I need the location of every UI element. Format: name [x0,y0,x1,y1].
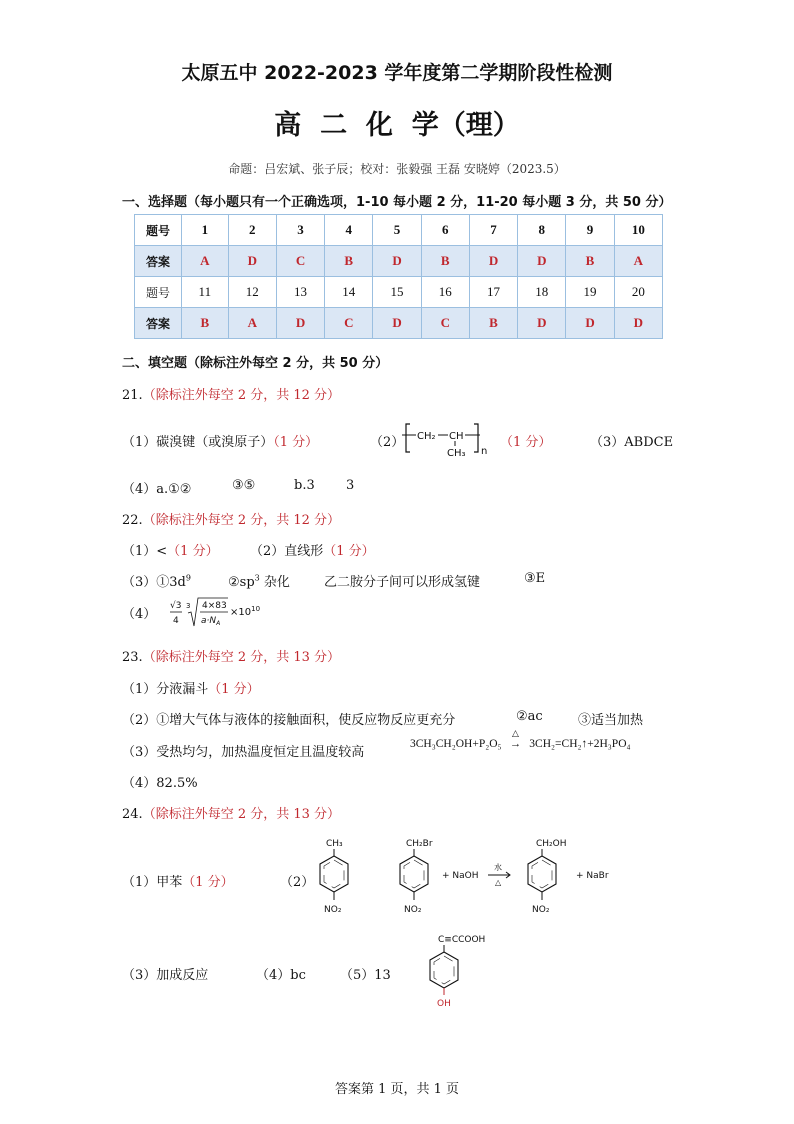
q24-reaction-scheme [310,836,630,920]
q22-p2-score: （1 分） [323,544,375,559]
q21-p2-score: （1 分） [500,435,552,450]
question-number: 7 [469,215,517,246]
formula-numerator: 4×83 [202,601,227,611]
q22-p2 [250,540,375,559]
question-number: 14 [325,277,373,308]
answer-top-group: C≡CCOOH [438,935,486,945]
q21-p1-score: （1 分） [273,435,319,450]
q21-p4d: 3 [346,478,355,493]
formula-exp-sup: 10 [251,605,261,613]
arrow-icon: → [509,738,522,750]
plus-naoh: + NaOH [442,871,479,881]
answer-cell: B [182,308,229,339]
table-row [135,215,663,246]
q23-equation [410,728,631,750]
condition-water: 水 [494,863,502,872]
q22-p1 [122,540,219,559]
question-number: 13 [276,277,324,308]
subject-title: 高 二 化 学（理） [274,110,520,141]
q23-note: （除标注外每空 2 分，共 13 分） [142,650,341,665]
question-number: 11 [182,277,229,308]
q24-p1 [122,871,234,890]
answer-cell: C [421,308,469,339]
polymer-structure [402,420,502,464]
q22-p3a-sup: 9 [185,573,191,583]
q21-header [122,384,340,403]
question-number: 12 [228,277,276,308]
q21-p4a: （4）a.①② [122,482,192,497]
answer-cell: B [325,246,373,277]
mol2-no2: NO₂ [404,905,422,915]
question-number: 16 [421,277,469,308]
q22-header [122,509,340,528]
section1-heading: 一、选择题（每小题只有一个正确选项，1-10 每小题 2 分，11-20 每小题 3 分，共 50 分） [122,195,672,210]
table-row [135,277,663,308]
q21-p1 [122,431,318,450]
mol3-no2: NO₂ [532,905,550,915]
question-label: 题号 [135,215,182,246]
q21-p4b: ③⑤ [232,478,256,493]
q23-p2b: ②ac [516,709,543,724]
q22-p3c: 乙二胺分子间可以形成氢键 [324,575,481,590]
q22-p4-formula [168,596,278,630]
formula-exp-base: ×10 [230,607,252,618]
formula-four: 4 [173,616,179,626]
table-row [135,308,663,339]
answer-cell: B [421,246,469,277]
mol2-ch2br: CH₂Br [406,839,433,849]
q24-note: （除标注外每空 2 分，共 13 分） [142,807,341,822]
mol1-ch3: CH₃ [326,839,343,849]
q23-p1-score: （1 分） [208,682,260,697]
polymer-ch3: CH₃ [447,448,466,459]
question-number: 1 [182,215,229,246]
question-number: 18 [518,277,566,308]
q21-p1-text: （1）碳溴键（或溴原子） [122,435,274,450]
q24-answer-structure [420,930,510,1010]
equation-condition: △ [511,728,519,738]
q22-p3b-text: ②sp [228,575,255,590]
page-footer: 答案第 1 页，共 1 页 [334,1082,460,1097]
answer-cell: D [614,308,662,339]
formula-denominator [201,616,220,627]
question-number: 20 [614,277,662,308]
condition-heat: △ [495,878,502,887]
q21-p2-label: （2） [370,435,405,450]
equation-arrow [504,728,526,750]
q22-p3a-text: （3）①3d [122,575,186,590]
answer-cell: D [518,246,566,277]
table-row [135,246,663,277]
q22-p2-text: （2）直线形 [250,544,324,559]
question-number: 9 [566,215,614,246]
q24-number: 24. [122,807,143,822]
q23-header [122,646,340,665]
answer-label: 答案 [135,308,182,339]
answer-oh: OH [437,999,451,1009]
q24-header [122,803,340,822]
question-number: 3 [276,215,324,246]
answer-cell: D [518,308,566,339]
formula-den-main: a·N [201,616,217,626]
mol3-ch2oh: CH₂OH [536,839,567,849]
equation-right: 3CH₂=CH₂↑+2H₃PO₄ [529,738,631,750]
q24-p4: （4）bc [256,968,306,983]
polymer-n: n [481,446,488,457]
question-number: 4 [325,215,373,246]
q23-p2a: （2）①增大气体与液体的接触面积，使反应物反应更充分 [122,713,456,728]
answer-cell: A [182,246,229,277]
answer-cell: D [469,246,517,277]
question-number: 17 [469,277,517,308]
q21-note: （除标注外每空 2 分，共 12 分） [142,388,341,403]
authors-line: 命题：吕宏斌、张子辰；校对：张毅强 王磊 安晓婷（2023.5） [228,162,566,176]
q24-p2-label: （2） [280,875,315,890]
formula-sqrt3: √3 [170,601,182,611]
q22-p3b-text2: 杂化 [259,575,290,590]
answer-table [134,214,663,339]
question-number: 15 [373,277,421,308]
answer-cell: C [325,308,373,339]
question-number: 5 [373,215,421,246]
formula-root-index: 3 [186,602,191,610]
q22-p3d: ③E [524,571,546,586]
formula-den-sub: A [216,620,221,627]
question-label: 题号 [135,277,182,308]
question-number: 6 [421,215,469,246]
answer-label: 答案 [135,246,182,277]
answer-cell: D [566,308,614,339]
answer-cell: D [276,308,324,339]
q23-p3a: （3）受热均匀，加热温度恒定且温度较高 [122,745,365,760]
q23-number: 23. [122,650,143,665]
polymer-ch: CH [449,431,464,442]
mol1-no2: NO₂ [324,905,342,915]
answer-cell: B [469,308,517,339]
question-number: 19 [566,277,614,308]
q24-p3: （3）加成反应 [122,968,209,983]
q22-p4-label: （4） [122,607,157,622]
question-number: 2 [228,215,276,246]
answer-cell: D [373,308,421,339]
answer-cell: A [614,246,662,277]
polymer-ch2: CH₂ [417,431,436,442]
q24-p1-score: （1 分） [182,875,234,890]
answer-cell: A [228,308,276,339]
q24-p1-text: （1）甲苯 [122,875,183,890]
question-number: 10 [614,215,662,246]
q21-number: 21. [122,388,143,403]
q21-p4c: b.3 [294,478,315,493]
answer-cell: D [373,246,421,277]
q22-number: 22. [122,513,143,528]
q23-p1-text: （1）分液漏斗 [122,682,209,697]
q22-note: （除标注外每空 2 分，共 12 分） [142,513,341,528]
section2-heading: 二、填空题（除标注外每空 2 分，共 50 分） [122,356,389,371]
q22-p1-text: （1）< [122,544,168,559]
q22-p3b-sup: 3 [254,573,260,583]
q23-p4: （4）82.5% [122,776,198,791]
plus-nabr: + NaBr [576,871,609,881]
q24-p5: （5）13 [340,968,391,983]
school-title: 太原五中 2022-2023 学年度第二学期阶段性检测 [181,62,613,84]
equation-left: 3CH₃CH₂OH+P₂O₅ [410,738,502,750]
q23-p1 [122,678,260,697]
q22-p3a [122,571,191,590]
q22-p3b [228,571,290,590]
q22-p1-score: （1 分） [167,544,219,559]
answer-cell: B [566,246,614,277]
formula-exp [230,605,260,618]
q21-p3: （3）ABDCE [590,435,674,450]
q23-p2c: ③适当加热 [578,713,644,728]
answer-cell: C [276,246,324,277]
answer-cell: D [228,246,276,277]
question-number: 8 [518,215,566,246]
